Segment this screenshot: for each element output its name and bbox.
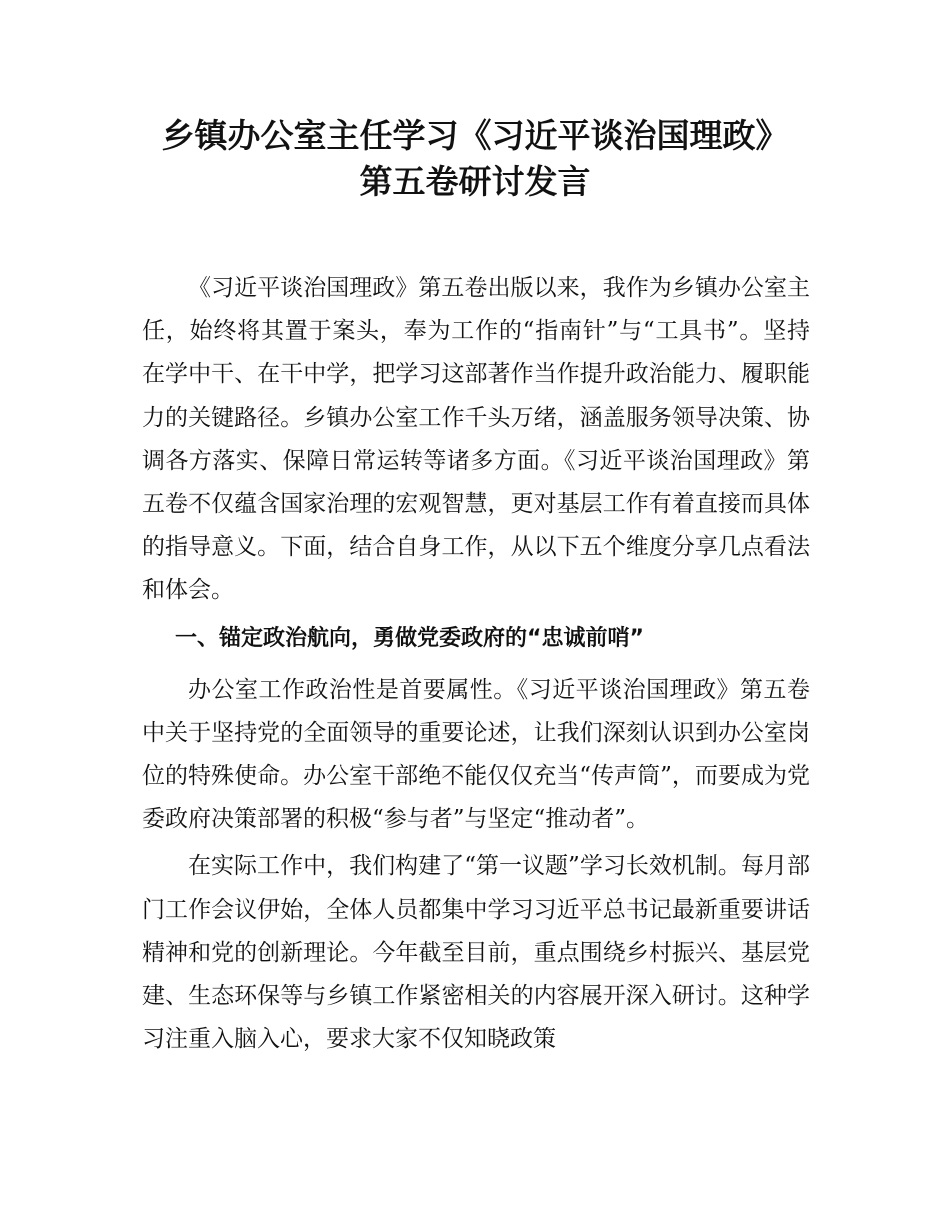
intro-paragraph: 《习近平谈治国理政》第五卷出版以来，我作为乡镇办公室主任，始终将其置于案头，奉为工作的“指南针”与“工具书”。坚持在学中干、在干中学，把学习这部著作当作提升政治能力、履职能力的关键路径。乡镇办公室工作千头万绪，涵盖服务领导决策、协调各方落实、保障日常运转等诸多方面。《习近平谈治国理政》第五卷不仅蕴含国家治理的宏观智慧，更对基层工作有着直接而具体的指导意义。下面，结合自身工作，从以下五个维度分享几点看法和体会。 xyxy=(142,275,810,604)
body-paragraph-2: 在实际工作中，我们构建了“第一议题”学习长效机制。每月部门工作会议伊始，全体人员都集中学习习近平总书记最新重要讲话精神和党的创新理论。今年截至目前，重点围绕乡村振兴、基层党建、生态环保等与乡镇工作紧密相关的内容展开深入研讨。这种学习注重入脑入心，要求大家不仅知晓政策 xyxy=(142,853,810,1053)
document-body xyxy=(142,267,810,1061)
document-title-line-1: 乡镇办公室主任学习《习近平谈治国理政》 xyxy=(161,116,789,155)
body-paragraph-1: 办公室工作政治性是首要属性。《习近平谈治国理政》第五卷中关于坚持党的全面领导的重要论述，让我们深刻认识到办公室岗位的特殊使命。办公室干部绝不能仅仅充当“传声筒”，而要成为党委政府决策部署的积极“参与者”与坚定“推动者”。 xyxy=(142,676,810,833)
section-heading-1: 一、锚定政治航向，勇做党委政府的“忠诚前哨” xyxy=(175,625,644,651)
document-title-line-2: 第五卷研讨发言 xyxy=(359,162,591,201)
